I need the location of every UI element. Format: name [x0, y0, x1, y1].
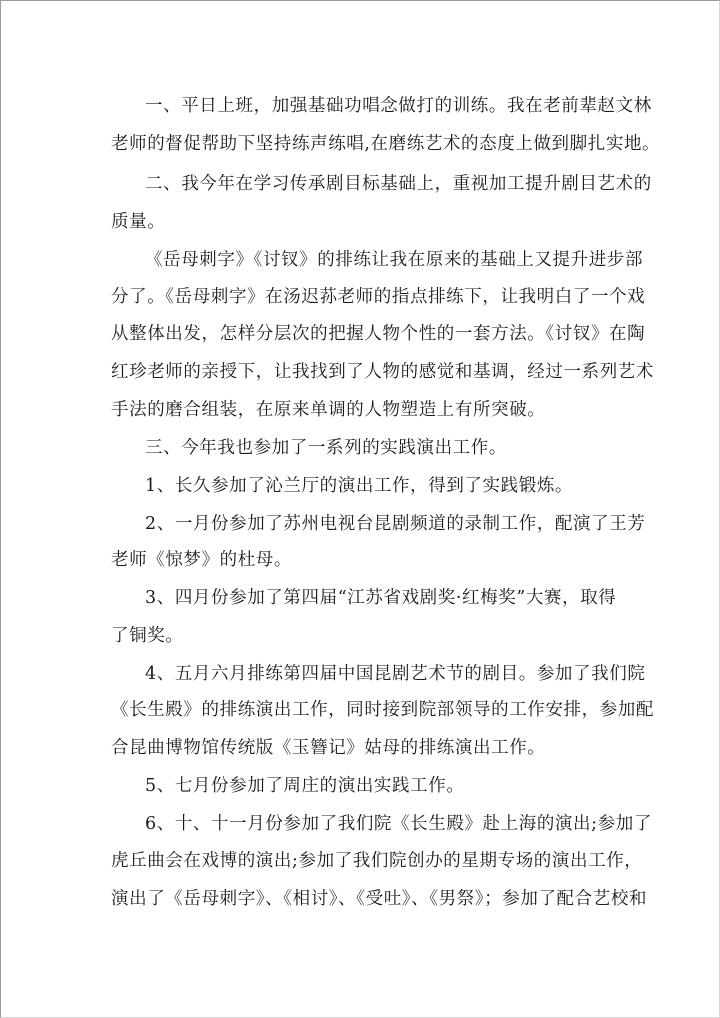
item-3-line-2: 了铜奖。 [111, 626, 184, 646]
item-5-line-1: 5、七月份参加了周庄的演出实践工作。 [145, 776, 465, 796]
paragraph-3-line-3: 从整体出发，怎样分层次的把握人物个性的一套方法。《讨钗》在陶 [111, 324, 646, 344]
item-1-line-1: 1、长久参加了沁兰厅的演出工作，得到了实践锻炼。 [145, 476, 574, 496]
paragraph-1-line-2: 老师的督促帮助下坚持练声练唱,在磨练艺术的态度上做到脚扎实地。 [111, 134, 661, 154]
paragraph-3-line-1: 《岳母刺字》《讨钗》的排练让我在原来的基础上又提升进步部 [145, 250, 644, 270]
item-3-line-1: 3、四月份参加了第四届“江苏省戏剧奖·红梅奖”大赛，取得 [145, 588, 617, 608]
item-2-line-2: 老师《惊梦》的杜母。 [111, 550, 292, 570]
item-2-line-1: 2、一月份参加了苏州电视台昆剧频道的录制工作，配演了王芳 [145, 514, 646, 534]
paragraph-3-line-5: 手法的磨合组装，在原来单调的人物塑造上有所突破。 [111, 400, 546, 420]
paragraph-3-line-4: 红珍老师的亲授下，让我找到了人物的感觉和基调，经过一系列艺术 [111, 362, 654, 382]
paragraph-2-line-1: 二、我今年在学习传承剧目标基础上，重视加工提升剧目艺术的 [145, 174, 652, 194]
item-6-line-3: 演出了《岳母刺字》、《相讨》、《受吐》、《男祭》；参加了配合艺校和 [111, 889, 648, 909]
item-4-line-2: 《长生殿》的排练演出工作，同时接到院部领导的工作安排，参加配 [111, 700, 654, 720]
paragraph-1-line-1: 一、平日上班，加强基础功唱念做打的训练。我在老前辈赵文林 [145, 96, 652, 116]
item-4-line-3: 合昆曲博物馆传统版《玉簪记》姑母的排练演出工作。 [111, 738, 546, 758]
item-6-line-1: 6、十、十一月份参加了我们院《长生殿》赴上海的演出;参加了 [145, 814, 652, 834]
paragraph-3-line-2: 分了。《岳母刺字》在汤迟荪老师的指点排练下，让我明白了一个戏 [111, 287, 646, 307]
paragraph-4-line-1: 三、今年我也参加了一系列的实践演出工作。 [145, 438, 507, 458]
item-4-line-1: 4、五月六月排练第四届中国昆剧艺术节的剧目。参加了我们院 [145, 664, 646, 684]
paragraph-2-line-2: 质量。 [111, 212, 166, 232]
item-6-line-2: 虎丘曲会在戏博的演出;参加了我们院创办的星期专场的演出工作， [111, 851, 643, 871]
